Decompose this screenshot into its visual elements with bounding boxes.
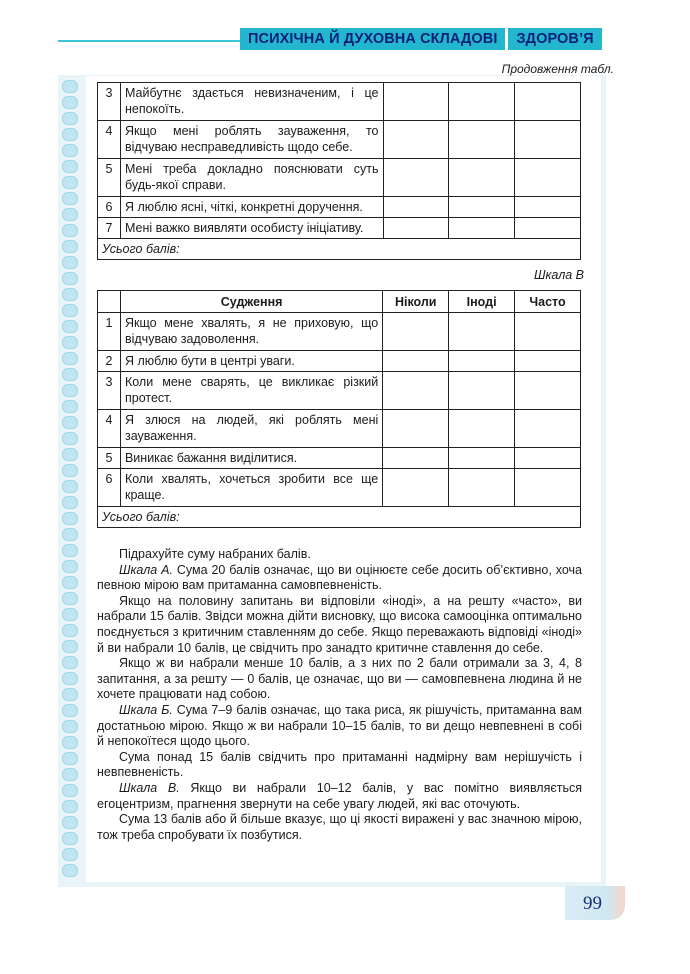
statement-cell: Мені треба докладно пояснювати суть будь-якої справи.: [120, 159, 383, 197]
row-number: 5: [98, 159, 121, 197]
spiral-ring: [62, 736, 78, 749]
spiral-binding: [60, 80, 82, 880]
answer-often-cell[interactable]: [515, 121, 581, 159]
scale-label: Шкала В: [533, 268, 584, 282]
spiral-ring: [62, 512, 78, 525]
row-number: 4: [98, 410, 121, 448]
scale-name: Шкала А.: [119, 562, 173, 577]
statement-cell: Мені важко виявляти особисту ініціативу.: [120, 218, 383, 239]
statement-cell: Якщо мене хвалять, я не приховую, що відчуваю задоволення.: [120, 313, 382, 351]
table-scale-b-continued: [97, 82, 581, 260]
answer-sometimes-cell[interactable]: [449, 83, 515, 121]
total-label: Усього балів:: [98, 239, 581, 260]
spiral-ring: [62, 752, 78, 765]
spiral-ring: [62, 464, 78, 477]
row-number: 3: [98, 83, 121, 121]
answer-never-cell[interactable]: [383, 410, 449, 448]
answer-often-cell[interactable]: [515, 351, 581, 372]
spiral-ring: [62, 864, 78, 877]
total-row: [98, 507, 581, 528]
spiral-ring: [62, 400, 78, 413]
spiral-ring: [62, 288, 78, 301]
spiral-ring: [62, 688, 78, 701]
spiral-ring: [62, 624, 78, 637]
spiral-ring: [62, 336, 78, 349]
answer-often-cell[interactable]: [515, 218, 581, 239]
answer-often-cell[interactable]: [515, 410, 581, 448]
spiral-ring: [62, 352, 78, 365]
answer-never-cell[interactable]: [383, 313, 449, 351]
spiral-ring: [62, 384, 78, 397]
chapter-title-part2: ЗДОРОВ’Я: [508, 28, 601, 50]
table-row: [98, 410, 581, 448]
spiral-ring: [62, 544, 78, 557]
spiral-ring: [62, 208, 78, 221]
scale-name: Шкала В.: [119, 780, 180, 795]
answer-never-cell[interactable]: [383, 469, 449, 507]
statement-cell: Коли мене сварять, це викликає різкий протест.: [120, 372, 382, 410]
answer-never-cell[interactable]: [383, 218, 449, 239]
chapter-title-part1: ПСИХІЧНА Й ДУХОВНА СКЛАДОВІ: [240, 28, 505, 50]
spiral-ring: [62, 304, 78, 317]
answer-never-cell[interactable]: [383, 83, 449, 121]
spiral-ring: [62, 640, 78, 653]
row-number: 2: [98, 351, 121, 372]
spiral-ring: [62, 256, 78, 269]
answer-often-cell[interactable]: [515, 469, 581, 507]
header-sometimes: Іноді: [449, 291, 515, 313]
table-row: [98, 469, 581, 507]
spiral-ring: [62, 832, 78, 845]
scale-name: Шкала Б.: [119, 702, 173, 717]
row-number: 3: [98, 372, 121, 410]
spiral-ring: [62, 416, 78, 429]
answer-sometimes-cell[interactable]: [449, 351, 515, 372]
spiral-ring: [62, 576, 78, 589]
answer-sometimes-cell[interactable]: [449, 410, 515, 448]
spiral-ring: [62, 128, 78, 141]
header-accent-line: [58, 40, 258, 42]
spiral-ring: [62, 112, 78, 125]
row-number: 5: [98, 448, 121, 469]
table-row: [98, 83, 581, 121]
spiral-ring: [62, 720, 78, 733]
answer-sometimes-cell[interactable]: [449, 197, 515, 218]
spiral-ring: [62, 176, 78, 189]
paragraph: Підрахуйте суму набраних балів.: [119, 547, 311, 561]
statement-cell: Я люблю ясні, чіткі, конкретні доручення.: [120, 197, 383, 218]
answer-never-cell[interactable]: [383, 159, 449, 197]
row-number: 4: [98, 121, 121, 159]
table-row: [98, 197, 581, 218]
paragraph-text: Сума 20 балів означає, що ви оцінюєте себе досить об’єктивно, хоча певною мірою вам притаманна самовпевненість.: [97, 562, 582, 593]
spiral-ring: [62, 704, 78, 717]
spiral-ring: [62, 528, 78, 541]
spiral-ring: [62, 784, 78, 797]
statement-cell: Я люблю бути в центрі уваги.: [120, 351, 382, 372]
paragraph: [97, 703, 582, 750]
answer-sometimes-cell[interactable]: [449, 121, 515, 159]
header-number: [98, 291, 121, 313]
spiral-ring: [62, 816, 78, 829]
spiral-ring: [62, 608, 78, 621]
spiral-ring: [62, 672, 78, 685]
spiral-ring: [62, 768, 78, 781]
spiral-ring: [62, 160, 78, 173]
table-row: [98, 448, 581, 469]
paragraph: Сума понад 15 балів свідчить про притаманні надмірну вам нерішучість і невпевненість.: [97, 749, 582, 780]
paragraph: Сума 13 балів або й більше вказує, що ці якості виражені у вас значною мірою, тож треба спробувати їх позбутися.: [97, 812, 582, 842]
spiral-ring: [62, 272, 78, 285]
paragraph-text: Сума 7–9 балів означає, що така риса, як рішучість, притаманна вам достатньою мірою. Якщо ж ви набрали 10–15 балів, то ви дещо невпевнені в собі й непокоїтеся щодо цього.: [97, 702, 582, 749]
spiral-ring: [62, 368, 78, 381]
paragraph: Якщо на половину запитань ви відповіли «іноді», а на решту «часто», ви набрали 15 балів. Звідси можна дійти висновку, що висока самооцінка оптимально поєднується з критичним ставленням до себе. Якщо переважають відповіді «іноді» й ви набрали 10 балів, це свідчить про занадто критичне ставлення до себе.: [97, 593, 582, 655]
table-scale-v: [97, 290, 581, 528]
answer-never-cell[interactable]: [383, 197, 449, 218]
statement-cell: Якщо мені роблять зауваження, то відчуваю несправедливість щодо себе.: [120, 121, 383, 159]
spiral-ring: [62, 560, 78, 573]
spiral-ring: [62, 496, 78, 509]
spiral-ring: [62, 96, 78, 109]
statement-cell: Коли хвалять, хочеться зробити все ще краще.: [120, 469, 382, 507]
paragraph: Якщо ж ви набрали менше 10 балів, а з них по 2 бали отримали за 3, 4, 8 запитання, а за решту — 0 балів, це означає, що ви — самовпевнена людина й не хочете працювати над собою.: [97, 656, 582, 702]
table-row: [98, 351, 581, 372]
answer-often-cell[interactable]: [515, 313, 581, 351]
interpretation-text: [97, 547, 582, 843]
answer-sometimes-cell[interactable]: [449, 159, 515, 197]
spiral-ring: [62, 480, 78, 493]
spiral-ring: [62, 800, 78, 813]
table-row: [98, 121, 581, 159]
table-header-row: [98, 291, 581, 313]
spiral-ring: [62, 656, 78, 669]
row-number: 6: [98, 469, 121, 507]
answer-often-cell[interactable]: [515, 159, 581, 197]
statement-cell: Виникає бажання виділитися.: [120, 448, 382, 469]
paragraph: [97, 781, 582, 812]
answer-often-cell[interactable]: [515, 448, 581, 469]
answer-sometimes-cell[interactable]: [449, 218, 515, 239]
spiral-ring: [62, 144, 78, 157]
row-number: 6: [98, 197, 121, 218]
answer-sometimes-cell[interactable]: [449, 448, 515, 469]
header-often: Часто: [515, 291, 581, 313]
header-never: Ніколи: [383, 291, 449, 313]
page-number: 99: [583, 893, 602, 914]
table-row: [98, 159, 581, 197]
continuation-label: Продовження табл.: [501, 62, 614, 76]
spiral-ring: [62, 80, 78, 93]
spiral-ring: [62, 448, 78, 461]
header-statement: Судження: [120, 291, 382, 313]
statement-cell: Я злюся на людей, які роблять мені зауваження.: [120, 410, 382, 448]
row-number: 1: [98, 313, 121, 351]
answer-often-cell[interactable]: [515, 83, 581, 121]
table-row: [98, 313, 581, 351]
answer-never-cell[interactable]: [383, 351, 449, 372]
statement-cell: Майбутнє здається невизначеним, і це непокоїть.: [120, 83, 383, 121]
total-row: [98, 239, 581, 260]
chapter-header: [240, 28, 602, 50]
table-row: [98, 218, 581, 239]
answer-often-cell[interactable]: [515, 372, 581, 410]
answer-sometimes-cell[interactable]: [449, 313, 515, 351]
spiral-ring: [62, 224, 78, 237]
total-label: Усього балів:: [98, 507, 581, 528]
answer-never-cell[interactable]: [383, 448, 449, 469]
paragraph-text: Якщо ви набрали 10–12 балів, у вас помітно виявляється егоцентризм, прагнення звернути на себе увагу людей, які вас оточують.: [97, 780, 582, 811]
answer-sometimes-cell[interactable]: [449, 372, 515, 410]
answer-often-cell[interactable]: [515, 197, 581, 218]
spiral-ring: [62, 848, 78, 861]
spiral-ring: [62, 592, 78, 605]
row-number: 7: [98, 218, 121, 239]
table-row: [98, 372, 581, 410]
spiral-ring: [62, 432, 78, 445]
spiral-ring: [62, 320, 78, 333]
answer-never-cell[interactable]: [383, 372, 449, 410]
spiral-ring: [62, 240, 78, 253]
paragraph: [97, 563, 582, 594]
answer-sometimes-cell[interactable]: [449, 469, 515, 507]
answer-never-cell[interactable]: [383, 121, 449, 159]
spiral-ring: [62, 192, 78, 205]
